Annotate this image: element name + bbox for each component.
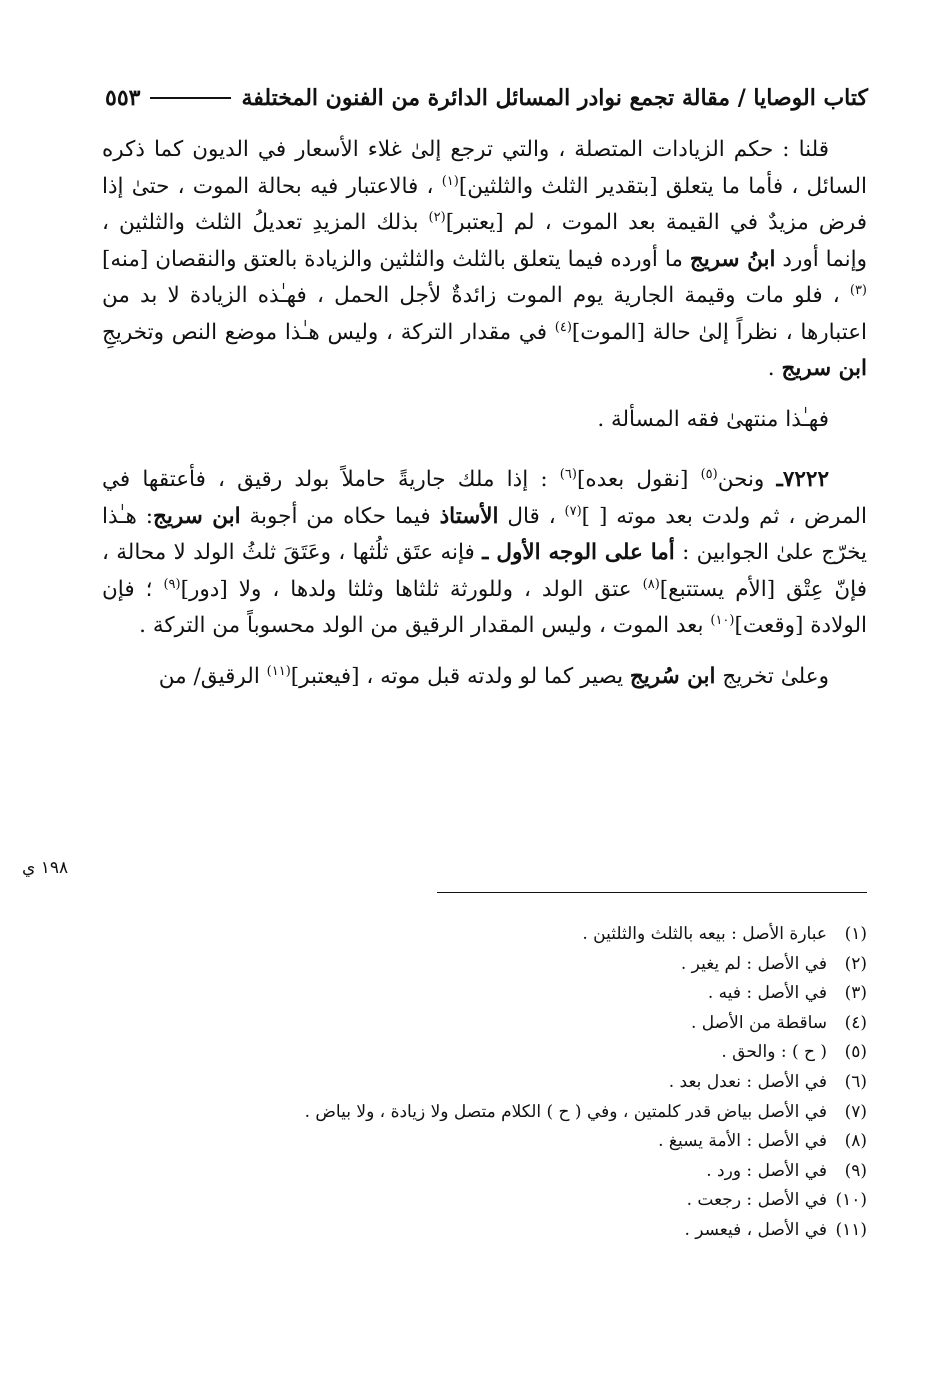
footnote-item [167, 1068, 867, 1098]
footnote-item [167, 1186, 867, 1216]
text-run: ، فالاعتبار فيه بحالة الموت ، حتىٰ إذا فرض مزيدٌ في القيمة بعد الموت ، لم [يعتبر] [102, 173, 867, 235]
manuscript-folio-note: ١٩٨ ي [22, 858, 69, 878]
paragraph-1 [102, 132, 867, 388]
footnote-number: (٧) [844, 1101, 867, 1122]
footnote-ref-7: (٧) [564, 503, 582, 519]
footnote-number: (٦) [844, 1071, 867, 1092]
footnote-text: في الأصل : لم يغير . [680, 953, 827, 974]
footnote-item [167, 1127, 867, 1157]
page-number: ٥٥٣ [105, 85, 141, 111]
name-ibn-surayj: ابنُ سريج [689, 246, 776, 272]
running-header [105, 78, 868, 118]
header-title: كتاب الوصايا / مقالة تجمع نوادر المسائل الدائرة من الفنون المختلفة [241, 85, 868, 111]
footnote-separator [437, 892, 867, 893]
footnote-number: (١٠) [835, 1190, 867, 1211]
footnote-ref-5: (٥) [700, 466, 718, 482]
footnote-item [167, 1038, 867, 1068]
footnote-number: (٩) [844, 1160, 867, 1181]
footnote-ref-1: (١) [441, 173, 459, 189]
footnote-ref-10: (١٠) [710, 612, 735, 628]
name-al-ustadh: الأستاذ [439, 503, 499, 529]
text-run: [نقول بعده] [576, 467, 701, 492]
header-rule [150, 97, 231, 99]
paragraph-3 [102, 462, 867, 645]
text-run: . [767, 356, 782, 381]
footnote-item [167, 950, 867, 980]
name-ibn-surayj: ابن سُريج [629, 663, 716, 689]
footnote-item [167, 979, 867, 1009]
text-run: عتق الولد ، وللورثة ثلثاها وثلثا ولدها ، ولا [دور] [180, 576, 643, 602]
text-run: ما أورده فيما يتعلق بالثلث والثلثين والزيادة بالعتق والنقصان [منه] [102, 246, 690, 272]
text-run: ، فلو مات وقيمة الجارية يوم الموت زائدةٌ لأجل الحمل ، فهـٰذه الزيادة لا بد من اعتبارها ، نظراً إلىٰ حالة [الموت] [102, 283, 867, 345]
text-run: ؛ فإن الولادة [وقعت] [102, 576, 867, 638]
footnote-number: (٣) [844, 983, 867, 1004]
footnote-ref-4: (٤) [554, 319, 572, 335]
text-run: في مقدار التركة ، وليس هـٰذا موضع النص وتخريجِ [102, 319, 555, 345]
footnote-ref-6: (٦) [559, 466, 577, 482]
footnote-ref-3: (٣) [849, 282, 867, 298]
footnote-item [167, 1157, 867, 1187]
footnote-number: (٨) [844, 1131, 867, 1152]
text-run: قلنا : حكم الزيادات المتصلة ، والتي ترجع إلىٰ غلاء الأسعار في الديون كما ذكره السائل ، فأما ما يتعلق [بتقدير الثلث والثلثين] [102, 137, 867, 199]
footnote-text: في الأصل : الأمة يسيغ . [658, 1131, 827, 1152]
footnote-text: في الأصل : فيه . [707, 983, 827, 1004]
text-run: الرقيق/ من [158, 663, 267, 689]
footnote-text: في الأصل : رجعت . [686, 1190, 827, 1211]
text-run: : إذا ملك جاريةً حاملاً بولد رقيق ، فأعتقها في المرض ، ثم ولدت بعد موته [ ] [102, 467, 867, 529]
text-run: بعد الموت ، وليس المقدار الرقيق من الولد محسوباً من التركة . [139, 613, 711, 638]
issue-number: ٧٢٢٢ـ [776, 467, 830, 492]
footnotes [167, 920, 867, 1246]
footnote-text: ( ح ) : والحق . [721, 1042, 827, 1063]
footnote-number: (١) [844, 924, 867, 944]
footnote-ref-8: (٨) [642, 576, 660, 592]
footnote-number: (٤) [844, 1012, 867, 1033]
footnote-text: ساقطة من الأصل . [691, 1012, 827, 1033]
footnote-ref-11: (١١) [266, 663, 291, 679]
paragraph-2: فهـٰذا منتهىٰ فقه المسألة . [597, 406, 829, 432]
footnote-text: في الأصل ، فيعسر . [684, 1219, 827, 1240]
text-run: يصير كما لو ولدته قبل موته ، [فيعتبر] [290, 663, 630, 689]
footnote-number: (١١) [835, 1219, 867, 1240]
text-run: فيما حكاه من أجوبة [240, 503, 440, 529]
footnote-number: (٥) [844, 1042, 867, 1063]
footnote-text: عبارة الأصل : بيعه بالثلث والثلثين . [582, 924, 827, 944]
footnote-text: في الأصل بياض قدر كلمتين ، وفي ( ح ) الكلام متصل ولا زيادة ، ولا بياض . [304, 1101, 827, 1122]
footnote-ref-9: (٩) [163, 576, 181, 592]
text-run: وعلىٰ تخريج [715, 663, 829, 689]
text-run: بذلك المزيدِ تعديلُ الثلث والثلثين ، وإنما أورد [102, 210, 867, 272]
main-text [102, 132, 867, 695]
footnote-item [167, 1098, 867, 1128]
text-run: : هـٰذا يخرّج علىٰ الجوابين : [102, 503, 868, 565]
text-run: فإنه عتَق ثلُثها ، وعَتَقَ ثلثُ الولد لا محالة ، فإنّ عِتْق [الأم يستتبع] [102, 540, 868, 602]
footnote-item [167, 1009, 867, 1039]
name-ibn-surayj: ابن سريج [781, 356, 867, 381]
name-ibn-surayj: ابن سريج [153, 503, 241, 529]
footnote-ref-2: (٢) [428, 209, 446, 225]
footnote-text: في الأصل : ورد . [706, 1160, 827, 1181]
text-run: ونحن [717, 467, 777, 492]
footnote-number: (٢) [844, 953, 867, 974]
footnote-item [167, 1216, 867, 1246]
text-run: ، قال [498, 503, 565, 529]
footnote-text: في الأصل : نعدل بعد . [668, 1071, 827, 1092]
first-view-heading: أما على الوجه الأول ـ [482, 540, 675, 565]
paragraph-4 [102, 659, 867, 696]
footnote-item [167, 920, 867, 950]
